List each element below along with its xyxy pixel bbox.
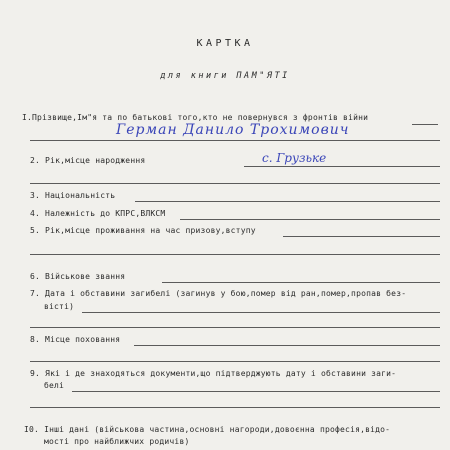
field-2-label: 2. Рік,місце народження (30, 156, 146, 165)
field-5-rule-2 (30, 254, 440, 255)
birthplace-handwritten: с. Грузьке (262, 151, 327, 165)
card-title: КАРТКА (196, 38, 254, 49)
field-8-rule (134, 345, 440, 346)
field-8-rule-2 (30, 361, 440, 362)
field-1-rule (412, 124, 438, 125)
field-9-label-b: белі (44, 381, 65, 390)
field-2-rule (244, 166, 440, 167)
field-7-rule-2 (30, 327, 440, 328)
field-3-label: 3. Національність (30, 191, 116, 200)
name-handwritten: Герман Данило Трохимович (116, 122, 350, 138)
field-10-label-a: I0. Інші дані (військова частина,основні нагороди,довоєнна професія,відо- (24, 425, 391, 434)
field-7-rule (82, 312, 440, 313)
field-6-rule (162, 282, 440, 283)
field-1-rule-2 (30, 140, 440, 141)
field-9-rule (72, 391, 440, 392)
field-3-rule (135, 201, 440, 202)
field-4-rule (180, 219, 440, 220)
field-7-label-b: вісті) (44, 302, 75, 311)
field-8-label: 8. Місце поховання (30, 335, 121, 344)
field-5-rule (283, 236, 440, 237)
field-4-label: 4. Належність до КПРС,ВЛКСМ (30, 209, 166, 218)
card-subtitle: для книги ПАМ"ЯТІ (160, 71, 290, 81)
field-9-rule-2 (30, 407, 440, 408)
field-1-label: I.Прізвище,Ім"я та по батькові того,кто не повернувся з фронтів війни (22, 113, 369, 122)
field-5-label: 5. Рік,місце проживання на час призову,вступу (30, 226, 256, 235)
field-6-label: 6. Військове звання (30, 272, 126, 281)
field-10-label-b: мості про найближчих родичів) (44, 437, 190, 446)
field-7-label-a: 7. Дата і обставини загибелі (загинув у бою,помер від ран,помер,пропав без- (30, 289, 407, 298)
field-2-rule-2 (30, 183, 440, 184)
field-9-label-a: 9. Які і де знаходяться документи,що підтверджують дату і обставини заги- (30, 369, 397, 378)
